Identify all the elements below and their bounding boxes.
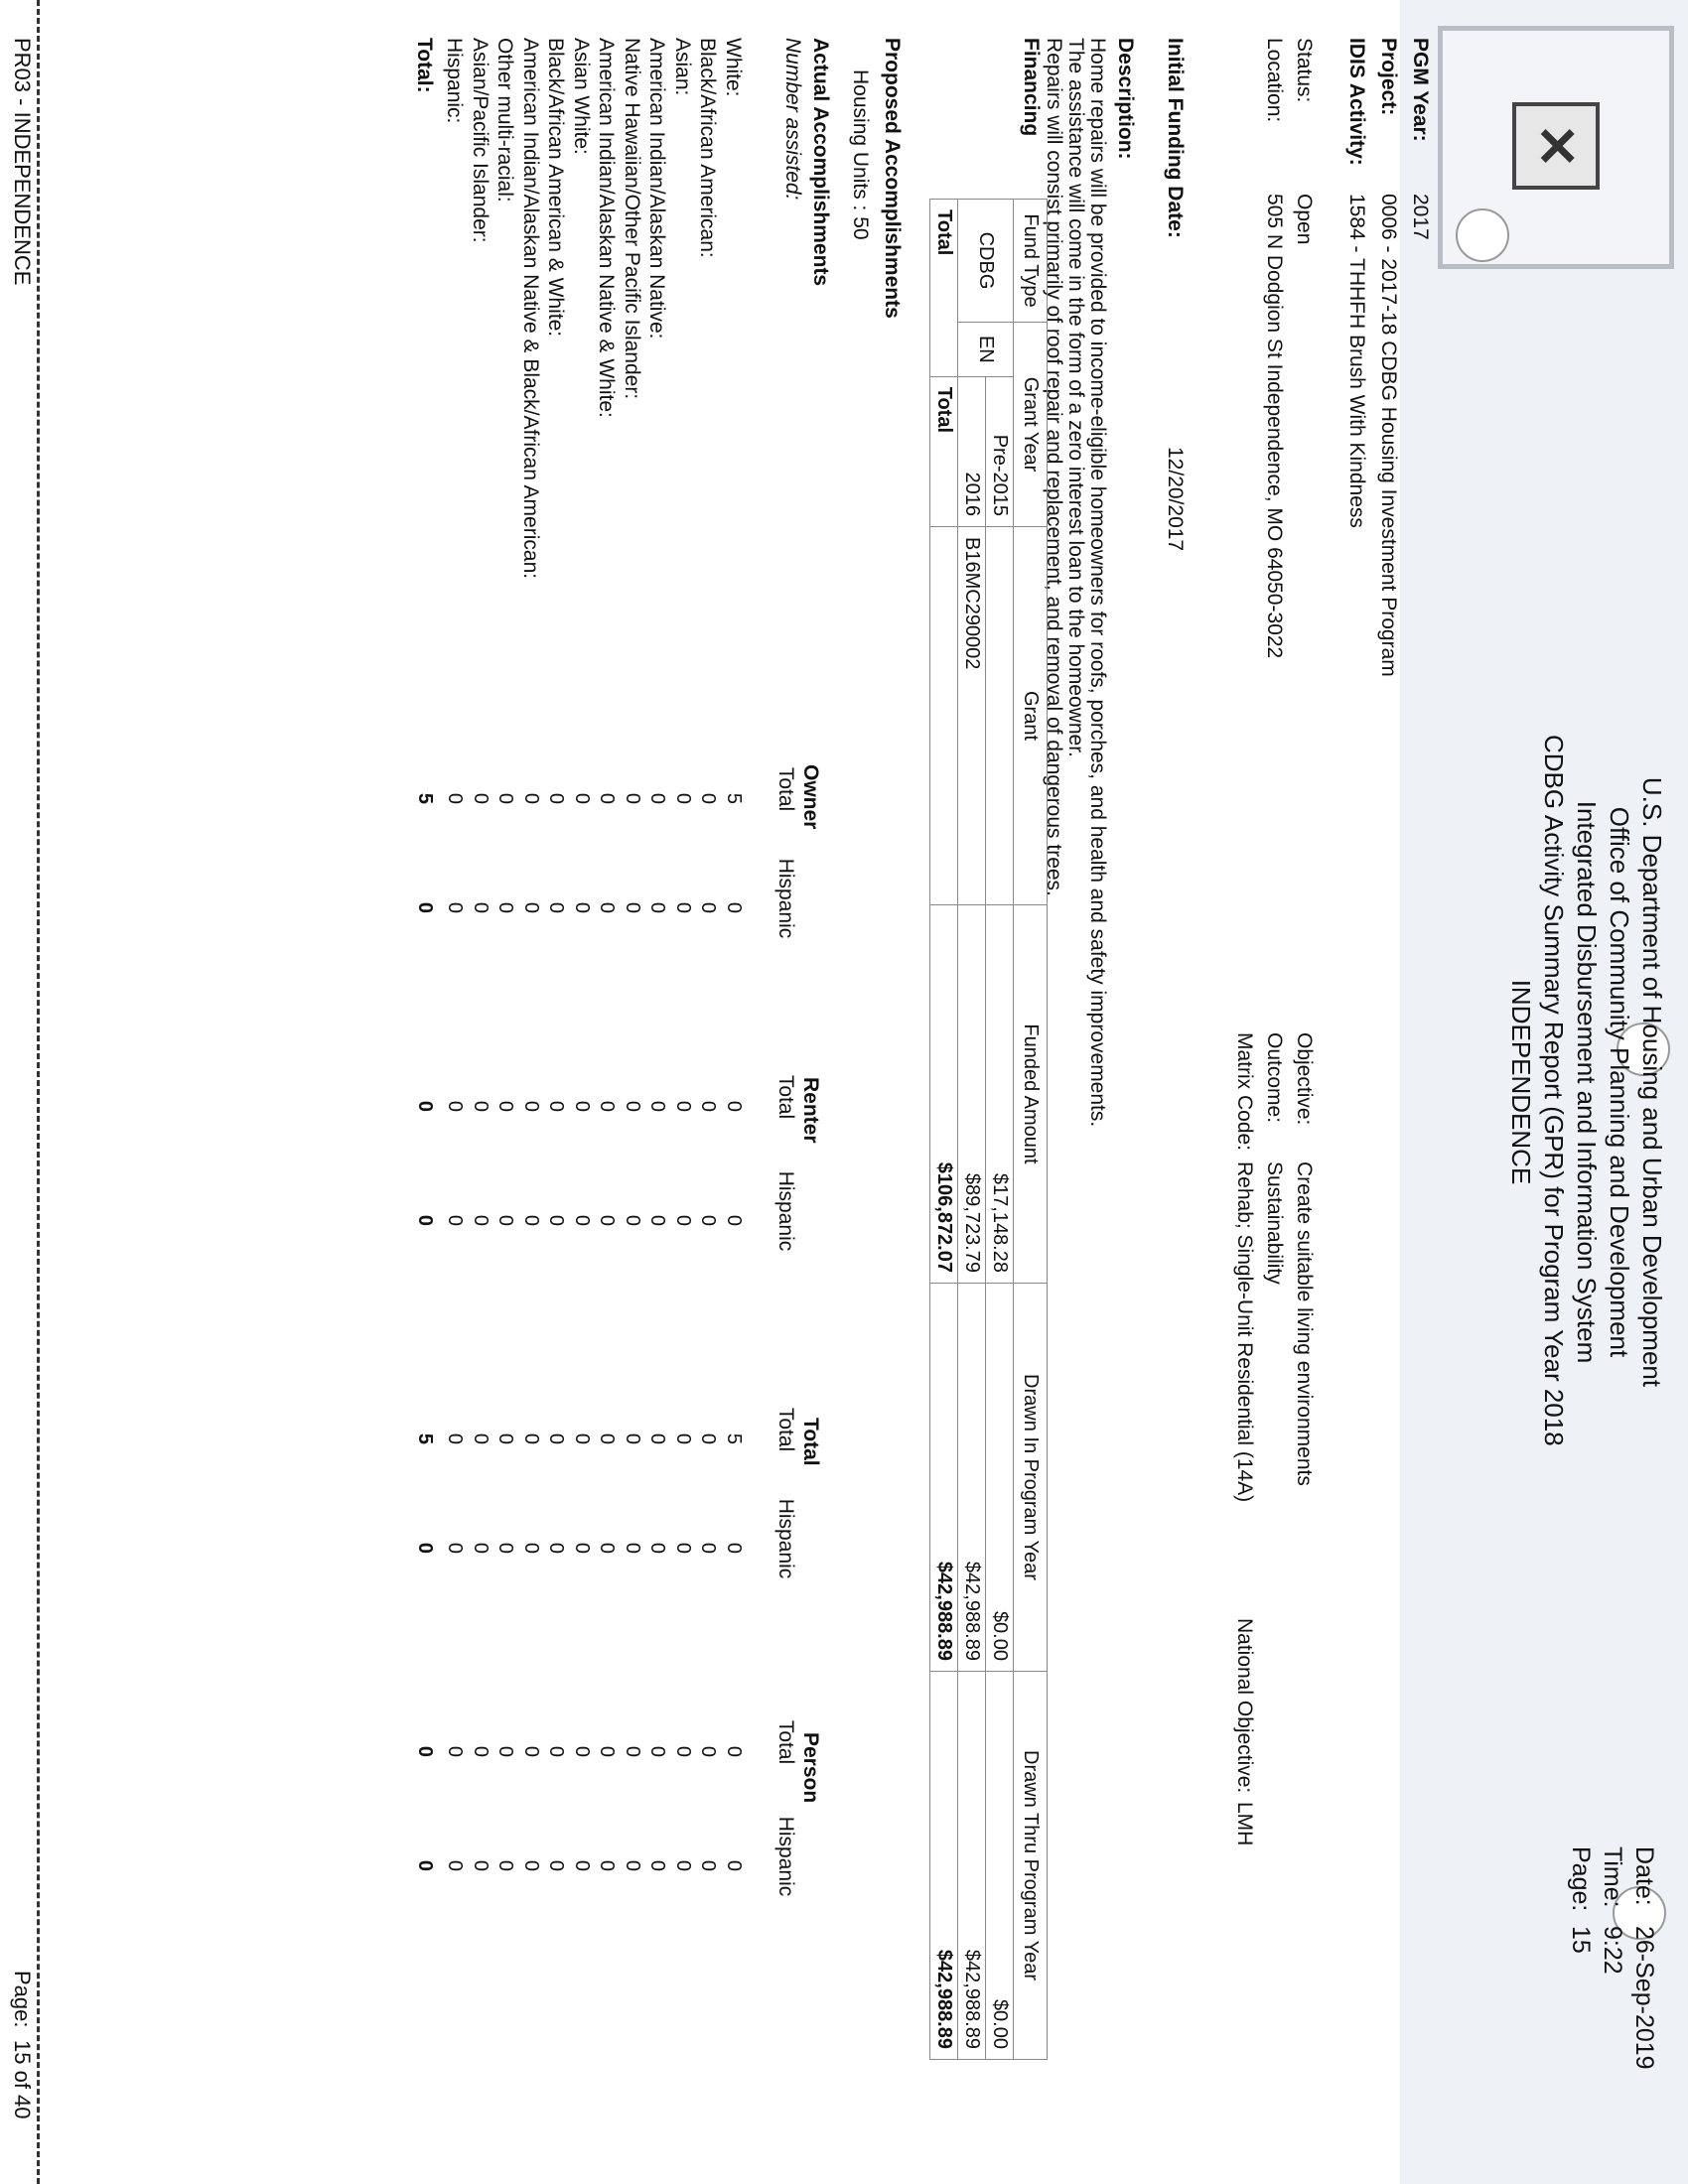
accomplishment-row-label: Black/African American: — [696, 38, 720, 258]
footer-report-id: PR03 - INDEPENDENCE — [10, 38, 35, 286]
status-label: Status: — [1293, 38, 1316, 103]
header-line-4: CDBG Activity Summary Report (GPR) for Program Year 2018 — [1539, 735, 1569, 1446]
accomplishment-value: 0 — [545, 901, 568, 913]
accomplishment-value: 0 — [697, 1859, 720, 1871]
accomplishment-subheader: Total — [774, 1719, 797, 1765]
accomplishment-value: 0 — [444, 1745, 467, 1757]
objective-label: Objective: — [1293, 1032, 1316, 1126]
accomplishment-value: 0 — [520, 1859, 542, 1871]
description-line: Home repairs will be provided to income-eligible homeowners for roofs, porches, and health and safety improvements. — [1086, 38, 1109, 1128]
grant-year: 2016 — [958, 376, 986, 526]
date-value: 26-Sep-2019 — [1630, 1926, 1658, 2070]
initial-funding-date-label: Initial Funding Date: — [1164, 38, 1187, 238]
accomplishment-value: 0 — [545, 1859, 568, 1871]
financing-row — [986, 200, 1014, 2060]
fund-code: EN — [958, 323, 1014, 377]
pgm-year-value: 2017 — [1409, 194, 1432, 240]
accomplishment-value: 0 — [520, 1100, 542, 1112]
accomplishment-value: 0 — [697, 901, 720, 913]
financing-table — [929, 199, 1048, 2060]
accomplishment-value: 0 — [622, 792, 643, 804]
accomplishment-subheader: Total — [774, 1074, 797, 1120]
time-label: Time: — [1599, 1846, 1626, 1908]
project-label: Project: — [1377, 38, 1400, 116]
accomplishment-value: 0 — [494, 1100, 517, 1112]
page-value: 15 — [1567, 1926, 1595, 1954]
accomplishment-value: 0 — [723, 1214, 745, 1226]
accomplishment-value: 0 — [545, 1214, 568, 1226]
header-line-3: Integrated Disbursement and Information System — [1572, 800, 1602, 1364]
accomplishment-value: 0 — [672, 1859, 694, 1871]
accomplishment-value: 0 — [622, 1433, 643, 1444]
total-sub-label: Total — [930, 376, 958, 526]
accomplishment-row-label: Asian/Pacific Islander: — [469, 38, 492, 243]
accomplishment-value: 0 — [672, 792, 694, 804]
idis-activity-value: 1584 - THHFH Brush With Kindness — [1345, 194, 1368, 528]
total-grant — [930, 527, 958, 905]
accomplishment-value: 0 — [596, 1859, 619, 1871]
header-line-5: INDEPENDENCE — [1506, 979, 1536, 1185]
accomplishment-row-label: American Indian/Alaskan Native: — [645, 38, 669, 340]
accomplishment-value: 0 — [697, 1100, 720, 1112]
accomplishment-subheader: Hispanic — [774, 1170, 797, 1252]
accomplishment-total-value: 0 — [414, 1542, 436, 1554]
accomplishment-value: 0 — [444, 1214, 467, 1226]
accomplishment-value: 0 — [545, 1433, 568, 1444]
accomplishment-value: 0 — [622, 901, 643, 913]
drawn-thru-program-year: $0.00 — [986, 1672, 1014, 2060]
page-label: Page: — [1567, 1846, 1595, 1912]
accomplishment-value: 0 — [697, 1433, 720, 1444]
footer-divider — [37, 0, 40, 2184]
total-drawn-thru-program-year: $42,988.89 — [930, 1672, 958, 2060]
accomplishment-value: 0 — [596, 1542, 619, 1554]
actual-accomplishments-label: Actual Accomplishments — [809, 38, 832, 287]
accomplishment-value: 0 — [571, 1859, 593, 1871]
total-funded-amount: $106,872.07 — [930, 905, 958, 1284]
accomplishment-value: 0 — [520, 1542, 542, 1554]
matrix-code-label: Matrix Code: — [1233, 1032, 1256, 1152]
number-assisted-label: Number assisted: — [781, 38, 804, 201]
accomplishment-total-value: 5 — [414, 1433, 436, 1444]
group-header-renter: Renter — [799, 1077, 822, 1144]
accomplishment-value: 0 — [571, 792, 593, 804]
accomplishment-value: 0 — [571, 1214, 593, 1226]
total-label: Total — [930, 200, 958, 377]
funded-amount: $89,723.79 — [958, 905, 986, 1284]
accomplishment-total-value: 0 — [414, 1100, 436, 1112]
financing-header: Fund Type — [1014, 200, 1048, 323]
accomplishment-value: 0 — [494, 1433, 517, 1444]
accomplishment-value: 0 — [672, 1100, 694, 1112]
accomplishment-value: 0 — [697, 1542, 720, 1554]
grant: B16MC290002 — [958, 527, 986, 905]
matrix-code-value: Rehab; Single-Unit Residential (14A) — [1233, 1161, 1256, 1503]
financing-total-row — [930, 200, 958, 2060]
accomplishment-value: 0 — [470, 1214, 492, 1226]
accomplishment-value: 0 — [494, 792, 517, 804]
outcome-value: Sustainability — [1263, 1161, 1286, 1285]
proposed-accomplishments-label: Proposed Accomplishments — [881, 38, 904, 319]
accomplishment-value: 0 — [622, 1100, 643, 1112]
accomplishment-value: 0 — [571, 1100, 593, 1112]
date-label: Date: — [1630, 1846, 1658, 1906]
funded-amount: $17,148.28 — [986, 905, 1014, 1284]
accomplishment-value: 0 — [646, 1542, 669, 1554]
accomplishment-row-label: Other multi-racial: — [493, 38, 517, 203]
outcome-label: Outcome: — [1263, 1032, 1286, 1124]
accomplishment-total-value: 0 — [414, 1214, 436, 1226]
accomplishment-value: 0 — [672, 1433, 694, 1444]
accomplishment-subheader: Total — [774, 1407, 797, 1452]
accomplishment-value: 0 — [672, 1214, 694, 1226]
accomplishment-subheader: Total — [774, 766, 797, 812]
accomplishment-value: 0 — [723, 1100, 745, 1112]
accomplishment-subheader: Hispanic — [774, 1816, 797, 1897]
accomplishment-value: 0 — [697, 1745, 720, 1757]
fund-type: CDBG — [958, 200, 1014, 323]
accomplishment-value: 0 — [444, 1859, 467, 1871]
accomplishment-value: 0 — [596, 1100, 619, 1112]
accomplishment-value: 0 — [596, 1433, 619, 1444]
accomplishment-total-value: 0 — [414, 1745, 436, 1757]
accomplishment-value: 0 — [622, 1745, 643, 1757]
financing-header: Funded Amount — [1014, 905, 1048, 1284]
accomplishment-value: 0 — [672, 901, 694, 913]
accomplishment-value: 5 — [723, 1433, 745, 1444]
idis-activity-label: IDIS Activity: — [1345, 38, 1368, 166]
national-objective-value: LMH — [1233, 1802, 1256, 1846]
description-line: The assistance will come in the form of a zero interest loan to the homeowner. — [1064, 38, 1087, 757]
total-drawn-in-program-year: $42,988.89 — [930, 1284, 958, 1672]
accomplishment-value: 0 — [672, 1542, 694, 1554]
accomplishment-value: 0 — [723, 1859, 745, 1871]
accomplishment-value: 0 — [470, 1745, 492, 1757]
accomplishment-value: 0 — [723, 1542, 745, 1554]
accomplishment-row-label: Native Hawaiian/Other Pacific Islander: — [621, 38, 643, 400]
drawn-in-program-year: $42,988.89 — [958, 1284, 986, 1672]
accomplishment-total-value: 5 — [414, 792, 436, 804]
accomplishment-value: 0 — [571, 1745, 593, 1757]
accomplishment-value: 0 — [545, 1100, 568, 1112]
accomplishment-value: 0 — [444, 901, 467, 913]
accomplishment-row-label: Asian: — [671, 38, 694, 96]
accomplishment-value: 0 — [545, 1745, 568, 1757]
accomplishment-value: 0 — [723, 901, 745, 913]
accomplishment-value: 0 — [470, 1542, 492, 1554]
accomplishment-value: 0 — [494, 1214, 517, 1226]
accomplishment-value: 0 — [622, 1214, 643, 1226]
grant-year: Pre-2015 — [986, 376, 1014, 526]
accomplishment-value: 0 — [470, 901, 492, 913]
financing-label: Financing — [1020, 38, 1043, 137]
accomplishment-value: 0 — [520, 1433, 542, 1444]
group-header-total: Total — [799, 1418, 822, 1466]
accomplishment-value: 0 — [646, 1745, 669, 1757]
accomplishment-value: 0 — [646, 792, 669, 804]
accomplishment-row-label: Hispanic: — [443, 38, 467, 124]
accomplishment-value: 0 — [470, 1100, 492, 1112]
accomplishment-value: 0 — [494, 901, 517, 913]
financing-row — [958, 200, 986, 2060]
grant — [986, 527, 1014, 905]
accomplishment-row-label: White: — [722, 38, 745, 97]
accomplishment-value: 0 — [494, 1745, 517, 1757]
punch-hole-icon — [1456, 208, 1509, 262]
description-label: Description: — [1114, 38, 1137, 160]
accomplishment-value: 0 — [494, 1859, 517, 1871]
accomplishment-value: 0 — [596, 901, 619, 913]
accomplishment-value: 0 — [646, 1433, 669, 1444]
accomplishment-value: 0 — [545, 1542, 568, 1554]
accomplishment-value: 0 — [470, 792, 492, 804]
accomplishment-total-value: 0 — [414, 901, 436, 913]
financing-header: Grant — [1014, 527, 1048, 905]
accomplishment-value: 0 — [444, 1100, 467, 1112]
accomplishment-value: 0 — [520, 1745, 542, 1757]
accomplishment-value: 0 — [622, 1859, 643, 1871]
group-header-owner: Owner — [799, 764, 822, 830]
financing-header: Grant Year — [1014, 323, 1048, 527]
accomplishment-value: 0 — [596, 1214, 619, 1226]
time-value: 9:22 — [1599, 1926, 1626, 1975]
accomplishment-value: 0 — [571, 901, 593, 913]
group-header-person: Person — [799, 1732, 822, 1804]
accomplishment-value: 0 — [494, 1542, 517, 1554]
accomplishment-value: 0 — [596, 792, 619, 804]
footer-page-value: 15 of 40 — [10, 2040, 35, 2119]
accomplishment-value: 0 — [545, 792, 568, 804]
accomplishment-row-label: American Indian/Alaskan Native & Black/African American: — [519, 38, 542, 580]
accomplishment-value: 0 — [672, 1745, 694, 1757]
accomplishment-value: 0 — [470, 1433, 492, 1444]
status-value: Open — [1293, 194, 1316, 245]
header-line-1: U.S. Department of Housing and Urban Development — [1637, 776, 1667, 1388]
drawn-in-program-year: $0.00 — [986, 1284, 1014, 1672]
location-label: Location: — [1263, 38, 1286, 123]
accomplishment-row-label: Asian White: — [570, 38, 593, 155]
accomplishment-value: 0 — [622, 1542, 643, 1554]
accomplishment-value: 0 — [596, 1745, 619, 1757]
accomplishment-total-value: 0 — [414, 1859, 436, 1871]
accomplishment-subheader: Hispanic — [774, 1498, 797, 1579]
accomplishment-value: 5 — [723, 792, 745, 804]
accomplishment-value: 0 — [723, 1745, 745, 1757]
project-value: 0006 - 2017-18 CDBG Housing Investment Program — [1377, 194, 1400, 677]
national-objective-label: National Objective: — [1233, 1618, 1256, 1794]
drawn-thru-program-year: $42,988.89 — [958, 1672, 986, 2060]
housing-units: Housing Units : 50 — [849, 69, 872, 240]
accomplishment-value: 0 — [444, 1542, 467, 1554]
pgm-year-label: PGM Year: — [1409, 38, 1432, 142]
accomplishment-value: 0 — [646, 1214, 669, 1226]
objective-value: Create suitable living environments — [1293, 1161, 1316, 1486]
accomplishment-total-label: Total: — [413, 38, 436, 93]
location-value: 505 N Dodgion St Independence, MO 64050-3022 — [1263, 194, 1286, 659]
financing-header-row — [1014, 200, 1048, 2060]
accomplishment-value: 0 — [571, 1542, 593, 1554]
financing-header: Drawn Thru Program Year — [1014, 1672, 1048, 2060]
accomplishment-value: 0 — [646, 1100, 669, 1112]
financing-header: Drawn In Program Year — [1014, 1284, 1048, 1672]
logo-icon: ✕ — [1512, 102, 1600, 190]
header-line-2: Office of Community Planning and Development — [1605, 806, 1634, 1358]
accomplishment-value: 0 — [444, 1433, 467, 1444]
description-line: Repairs will consist primarily of roof repair and replacement, and removal of dangerous trees. — [1043, 38, 1065, 896]
accomplishment-value: 0 — [444, 792, 467, 804]
accomplishment-value: 0 — [470, 1859, 492, 1871]
accomplishment-value: 0 — [520, 792, 542, 804]
footer-page-label: Page: — [10, 1971, 35, 2028]
accomplishment-row-label: Black/African American & White: — [544, 38, 568, 338]
accomplishment-value: 0 — [520, 901, 542, 913]
accomplishment-value: 0 — [571, 1433, 593, 1444]
accomplishment-value: 0 — [646, 901, 669, 913]
accomplishment-value: 0 — [646, 1859, 669, 1871]
accomplishment-subheader: Hispanic — [774, 858, 797, 939]
initial-funding-date-value: 12/20/2017 — [1164, 447, 1187, 552]
accomplishment-row-label: American Indian/Alaskan Native & White: — [595, 38, 619, 418]
accomplishment-value: 0 — [697, 1214, 720, 1226]
accomplishment-value: 0 — [697, 792, 720, 804]
accomplishment-value: 0 — [520, 1214, 542, 1226]
